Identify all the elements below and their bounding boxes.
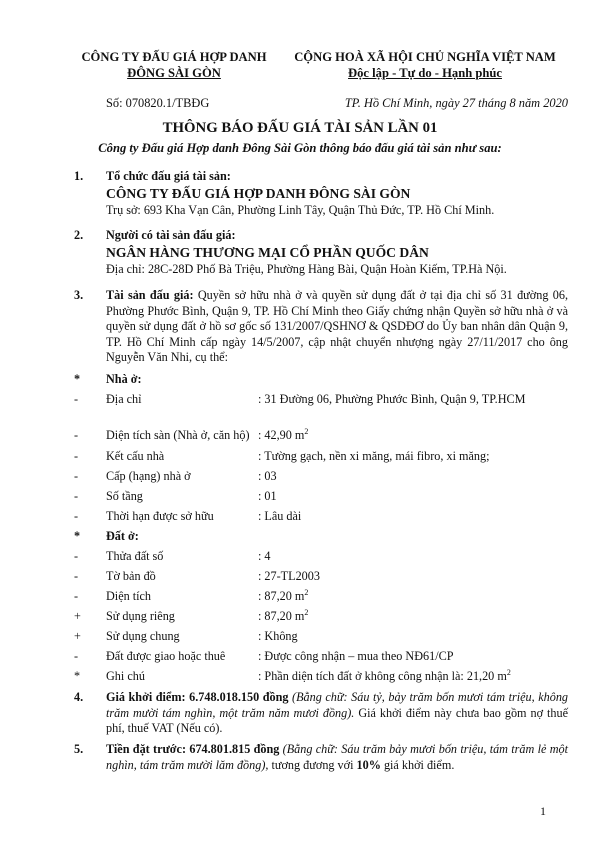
section-3-number: 3. [74,288,84,302]
section-2-number: 2. [74,228,84,242]
section-4-number: 4. [74,690,84,704]
row-value: : 01 [258,489,277,503]
row-value: : 87,20 m [258,609,305,623]
row-label: Cấp (hạng) nhà ở [106,469,191,483]
row-label: Đất được giao hoặc thuê [106,649,226,663]
page-number: 1 [540,804,546,818]
row-label: Số tầng [106,489,143,503]
superscript: 2 [304,427,309,436]
asset-owner-name: NGÂN HÀNG THƯƠNG MẠI CỔ PHẦN QUỐC DÂN [106,244,429,260]
row-label: Sử dụng riêng [106,609,175,623]
row-value: : Phần diện tích đất ở không công nhận là: 21,20 m [258,669,507,683]
row-marker: - [74,469,79,483]
row-marker: - [74,509,79,523]
row-value: : Được công nhận – mua theo NĐ61/CP [258,649,454,663]
row-label: Ghi chú [106,669,145,683]
row-value: : 31 Đường 06, Phường Phước Bình, Quận 9, TP.HCM [258,392,526,406]
section-3-text: Quyền sở hữu nhà ở và quyền sử dụng đất ở tại địa chỉ số 31 đường 06, Phường Phước Bình, Quận 9, TP. Hồ Chí Minh theo Giấy chứng nhận Quyền sở hữu nhà ở và quyền sử dụng đất ở hồ sơ gốc số 131/2007/QSHNƠ & QSDĐƠ do Ủy ban nhân dân Quận 9, TP. Hồ Chí Minh cấp ngày 14/5/2007, cập nhật chuyển nhượng ngày 27/11/2017 cho ông Nguyễn Văn Nhi, cụ thể: [106,288,568,365]
asset-owner-address: Địa chỉ: 28C-28D Phố Bà Triệu, Phường Hàng Bài, Quận Hoàn Kiếm, TP.Hà Nội. [106,262,507,277]
house-heading: Nhà ở: [106,372,142,386]
row-label: Địa chỉ [106,392,142,406]
row-marker: - [74,569,79,583]
row-value: : 27-TL2003 [258,569,320,583]
deposit-words: (Bằng chữ: Sáu trăm bảy mươi bốn triệu, tám trăm lẻ một nghìn, tám trăm mười lăm đồng), [106,742,569,772]
deposit-amount: 674.801.815 đồng [189,742,280,756]
starting-price-note: Giá khởi điểm này chưa bao gồm nợ thuế phí, thuế VAT (Nếu có). [106,705,569,736]
company-name-line1: CÔNG TY ĐẤU GIÁ HỢP DANH [81,50,267,64]
superscript: 2 [506,668,511,677]
row-marker: + [74,629,81,643]
document-number: Số: 070820.1/TBĐG [106,96,210,110]
section-2-heading: Người có tài sản đấu giá: [106,228,236,242]
row-label: Kết cấu nhà [106,449,165,463]
place-date: TP. Hồ Chí Minh, ngày 27 tháng 8 năm 2020 [344,96,568,110]
section-1-heading: Tổ chức đấu giá tài sản: [106,169,231,183]
section-5-number: 5. [74,742,84,756]
section-1-number: 1. [74,169,84,183]
row-value: : Lâu dài [258,509,302,523]
row-label: Tờ bản đồ [106,569,156,583]
row-label: Diện tích sàn (Nhà ở, căn hộ) [106,428,250,442]
section-3-heading: Tài sản đấu giá: [106,288,194,302]
row-value: : 42,90 m [258,428,305,442]
superscript: 2 [304,588,309,597]
document-title: THÔNG BÁO ĐẤU GIÁ TÀI SẢN LẦN 01 [162,120,438,136]
row-marker: - [74,489,79,503]
row-marker: - [74,589,79,603]
row-label: Thời hạn được sở hữu [106,509,214,523]
row-marker: * [74,669,81,683]
company-name-line2: ĐÔNG SÀI GÒN [127,66,221,80]
row-value: : Không [258,629,298,643]
starting-price-amount: 6.748.018.150 đồng [189,690,289,704]
deposit-tail: giá khởi điểm. [383,757,455,772]
superscript: 2 [304,608,309,617]
row-marker: - [74,428,79,442]
document-subtitle: Công ty Đấu giá Hợp danh Đông Sài Gòn thông báo đấu giá tài sản như sau: [98,141,502,155]
auction-company-name: CÔNG TY ĐẤU GIÁ HỢP DANH ĐÔNG SÀI GÒN [106,185,411,201]
national-header [285,49,565,81]
starting-price-label: Giá khởi điểm: [106,690,186,704]
row-label: Diện tích [106,589,152,603]
row-label: Sử dụng chung [106,629,180,643]
row-marker: - [74,392,79,406]
row-value: : 4 [258,549,271,563]
nation-motto: Độc lập - Tự do - Hạnh phúc [348,66,502,80]
nation-name: CỘNG HOÀ XÃ HỘI CHỦ NGHĨA VIỆT NAM [294,50,556,64]
deposit-equivalent: tương đương với [271,757,354,772]
row-label: Thửa đất số [106,549,164,563]
row-value: : 87,20 m [258,589,305,603]
row-marker: - [74,449,79,463]
starting-price-words: (Bằng chữ: Sáu tỷ, bảy trăm bốn mươi tám triệu, không trăm mười tám nghìn, một trăm năm mươi đồng). [106,690,569,720]
deposit-label: Tiền đặt trước: [106,742,187,756]
deposit-percent: 10% [356,757,381,772]
row-marker: - [74,549,79,563]
row-marker: + [74,609,81,623]
row-value: : 03 [258,469,277,483]
land-marker: * [74,529,81,543]
row-value: : Tường gạch, nền xi măng, mái fibro, xi măng; [258,449,490,463]
house-marker: * [74,372,81,386]
row-marker: - [74,649,79,663]
company-header [70,49,278,81]
land-heading: Đất ở: [106,529,139,543]
auction-company-address: Trụ sở: 693 Kha Vạn Cân, Phường Linh Tây, Quận Thủ Đức, TP. Hồ Chí Minh. [106,203,495,218]
